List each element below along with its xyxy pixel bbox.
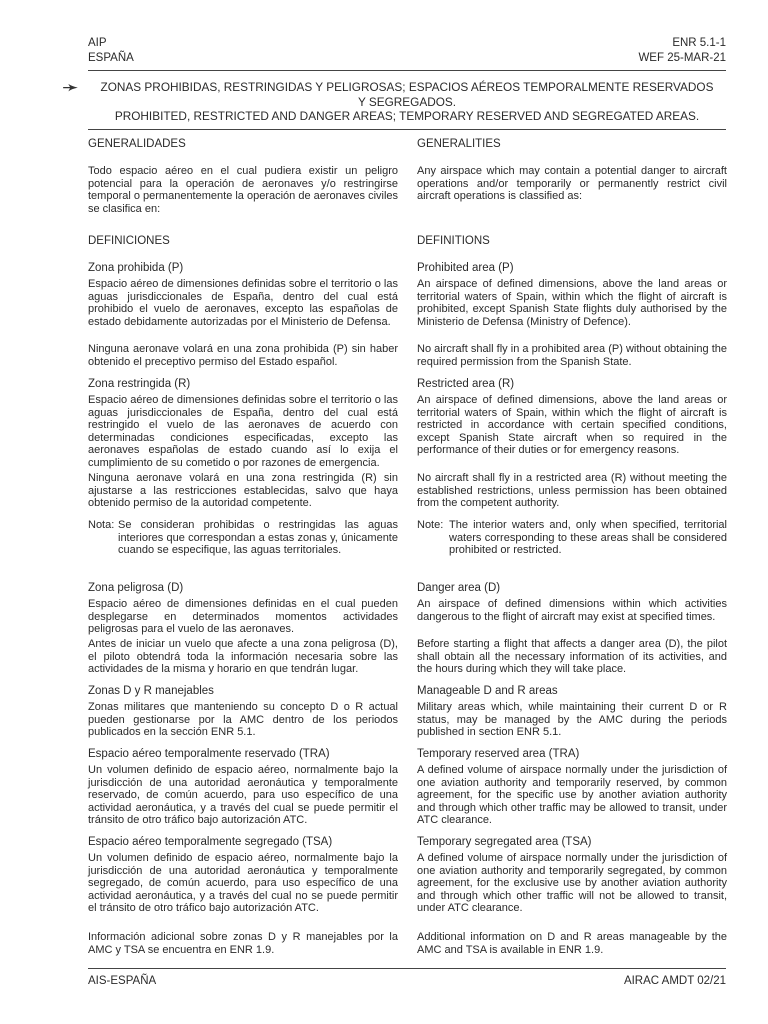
note [417,519,727,569]
paragraph: An airspace of defined dimensions, above the land areas or territorial waters of Spain, within which the flight of aircraft is prohibited, except Spanish State flights duly authorised by the Ministerio de Defensa (Ministry of Defence). [417,278,727,328]
header-left [88,36,134,66]
note-label: Note: [417,519,444,531]
subsection-heading: Zona peligrosa (D) [88,582,184,594]
page-title [88,80,726,124]
footer-publisher: AIS-ESPAÑA [88,975,157,987]
section-heading: DEFINITIONS [417,235,490,247]
english-column [417,138,727,956]
paragraph: No aircraft shall fly in a prohibited area (P) without obtaining the required permission from the Spanish State. [417,343,727,368]
subsection-heading: Prohibited area (P) [417,262,514,274]
paragraph: A defined volume of airspace normally under the jurisdiction of one aviation authority and temporarily reserved, by common agreement, for the specific use by another aviation authority and through which other traffic may be allowed to transit, under ATC clearance. [417,764,727,826]
note-text: The interior waters and, only when specified, territorial waters corresponding to these areas shall be considered prohibited or restricted. [449,519,727,556]
footer-rule [88,968,726,969]
change-marker-arrow-icon: ➛ [62,77,79,99]
footer-amendment: AIRAC AMDT 02/21 [623,975,726,987]
header-rule [88,70,726,71]
paragraph: Ninguna aeronave volará en una zona prohibida (P) sin haber obtenido el preceptivo permiso del Estado español. [88,343,398,368]
subsection-heading: Temporary segregated area (TSA) [417,836,592,848]
subsection-heading: Manageable D and R areas [417,685,558,697]
note-label: Nota: [88,519,115,531]
subsection-heading: Espacio aéreo temporalmente reservado (TRA) [88,748,330,760]
title-rule [88,129,726,130]
note [88,519,398,569]
subsection-heading: Danger area (D) [417,582,501,594]
paragraph: Un volumen definido de espacio aéreo, normalmente bajo la jurisdicción de una autoridad aeronáutica y temporalmente segregado, de común acuerdo, para uso específico de una actividad aeronáutica, y a través del cual no se puede permitir el tránsito de otro tráfico bajo autorización ATC. [88,852,398,914]
title-en: PROHIBITED, RESTRICTED AND DANGER AREAS; TEMPORARY RESERVED AND SEGREGATED AREAS. [114,109,700,124]
paragraph: Todo espacio aéreo en el cual pudiera existir un peligro potencial para la operación de aeronaves y/o restringirse temporal o permanentemente la operación de aeronaves civiles se clasifica en: [88,165,399,215]
title-es-line1: ZONAS PROHIBIDAS, RESTRINGIDAS Y PELIGROSAS; ESPACIOS AÉREOS TEMPORALMENTE RESERVADOS [100,80,714,94]
paragraph: Zonas militares que manteniendo su concepto D o R actual pueden gestionarse por la AMC dentro de los periodos publicados en la sección ENR 5.1. [88,701,398,738]
subsection-heading: Zona prohibida (P) [88,262,184,274]
header-aip: AIP [88,37,107,49]
section-heading: GENERALIDADES [88,138,186,150]
paragraph: A defined volume of airspace normally under the jurisdiction of one aviation authority and temporarily segregated, by common agreement, for the exclusive use by another aviation authority and through which other traffic will not be allowed to transit, under ATC clearance. [417,852,727,914]
paragraph: Before starting a flight that affects a danger area (D), the pilot shall obtain all the necessary information of its activities, and the hours during which they will take place. [417,638,727,675]
subsection-heading: Restricted area (R) [417,378,515,390]
subsection-heading: Zonas D y R manejables [88,685,214,697]
paragraph: An airspace of defined dimensions, above the land areas or territorial waters of Spain, within which the flight of aircraft is restricted in accordance with certain specified conditions, except Spanish State aircraft when so required in the performance of their duties or for emergency reasons. [417,394,727,456]
paragraph: No aircraft shall fly in a restricted area (R) without meeting the established restrictions, unless permission has been obtained from the competent authority. [417,472,727,509]
paragraph: Espacio aéreo de dimensiones definidas sobre el territorio o las aguas jurisdiccionales de España, dentro del cual está restringido el vuelo de las aeronaves de acuerdo con determinadas condiciones especificadas, excepto las aeronaves españolas de estado cuando así lo exija el cumplimiento de su cometido o por razones de emergencia. [88,394,398,469]
title-es-line2: Y SEGREGADOS. [357,94,457,109]
header-country: ESPAÑA [88,52,134,64]
paragraph: Espacio aéreo de dimensiones definidas sobre el territorio o las aguas jurisdiccionales de España, dentro del cual está prohibido el vuelo de aeronaves, excepto las españolas de estado debidamente autorizadas por el Ministerio de Defensa. [88,278,398,328]
subsection-heading: Zona restringida (R) [88,378,191,390]
paragraph: Información adicional sobre zonas D y R manejables por la AMC y TSA se encuentra en ENR 1.9. [88,931,398,956]
paragraph: Ninguna aeronave volará en una zona restringida (R) sin ajustarse a las restricciones establecidas, salvo que haya obtenido permiso de la autoridad competente. [88,472,398,509]
paragraph: Antes de iniciar un vuelo que afecte a una zona peligrosa (D), el piloto obtendrá toda la información necesaria sobre las actividades de la misma y horario en que tendrán lugar. [88,638,398,675]
header-page-ref: ENR 5.1-1 [672,37,726,49]
header-effective-date: WEF 25-MAR-21 [638,52,726,64]
header-right [638,36,726,66]
spanish-column [88,138,398,956]
subsection-heading: Temporary reserved area (TRA) [417,748,580,760]
paragraph: Un volumen definido de espacio aéreo, normalmente bajo la jurisdicción de una autoridad aeronáutica y temporalmente reservado, de común acuerdo, para uso específico de una actividad aeronáutica, y a través del cual se puede permitir el tránsito de otro tráfico bajo autorización ATC. [88,764,398,826]
section-heading: DEFINICIONES [88,235,170,247]
paragraph: Additional information on D and R areas manageable by the AMC and TSA is available in ENR 1.9. [417,931,727,956]
paragraph: Espacio aéreo de dimensiones definidas en el cual pueden desplegarse en determinados momentos actividades peligrosas para el vuelo de las aeronaves. [88,598,398,635]
paragraph: Any airspace which may contain a potential danger to aircraft operations and/or temporarily or permanently restrict civil aircraft operations is classified as: [417,165,727,202]
subsection-heading: Espacio aéreo temporalmente segregado (TSA) [88,836,333,848]
section-heading: GENERALITIES [417,138,501,150]
note-text: Se consideran prohibidas o restringidas las aguas interiores que correspondan a estas zonas y, únicamente cuando se especifique, las aguas territoriales. [118,519,398,556]
paragraph: An airspace of defined dimensions within which activities dangerous to the flight of aircraft may exist at specified times. [417,598,727,623]
paragraph: Military areas which, while maintaining their current D or R status, may be managed by the AMC during the periods published in section ENR 5.1. [417,701,727,738]
